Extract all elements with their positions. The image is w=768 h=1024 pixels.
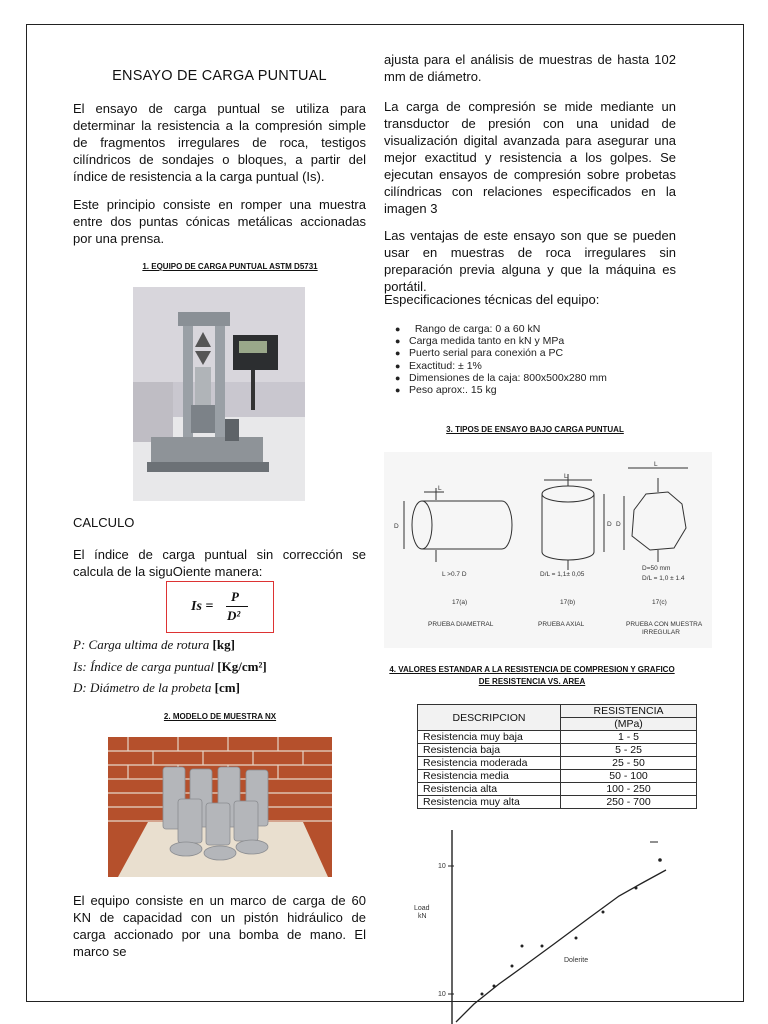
axial-condition: D/L = 1,1± 0,05 [540, 571, 585, 578]
row-value: 5 - 25 [561, 744, 697, 757]
diametral-test-name: PRUEBA DIAMETRAL [428, 621, 494, 628]
spec-item [395, 360, 695, 372]
figure-4-caption-1: 4. VALORES ESTANDAR A LA RESISTENCIA DE COMPRESION Y GRAFICO [389, 665, 675, 674]
series-label: Dolerite [564, 957, 589, 964]
advantages-paragraph: Las ventajas de este ensayo son que se pueden usar en muestras de roca irregulares sin preparación previa alguna y que la máquina es portátil. [384, 228, 676, 294]
table-row [418, 770, 697, 783]
data-point [521, 945, 524, 948]
header-resistance: RESISTENCIA [561, 705, 697, 718]
table-row [418, 744, 697, 757]
continuation-paragraph: ajusta para el análisis de muestras de hasta 102 mm de diámetro. [384, 52, 676, 84]
variable-d [73, 680, 240, 696]
variable-p-unit: [kg] [212, 637, 235, 652]
document-title: ENSAYO DE CARGA PUNTUAL [112, 68, 327, 84]
spec-item-text: Puerto serial para conexión a PC [409, 347, 564, 360]
y-tick-label-top: 10 [438, 863, 446, 870]
row-description: Resistencia muy baja [418, 731, 561, 744]
fraction-bar [226, 606, 248, 607]
load-vs-area-graph [404, 826, 684, 1024]
data-point [602, 911, 605, 914]
variable-d-unit: [cm] [214, 680, 240, 695]
load-measurement-paragraph: La carga de compresión se mide mediante un transductor de presión con una unidad de visualización digital avanzada para asegurar una mejor exactitud y resistencia a los golpes. Se ejecutan ensayos de compresión sobre probetas cilíndricas con relaciones especificados en la imagen 3 [384, 99, 676, 216]
data-point [635, 887, 638, 890]
specifications-list [395, 323, 695, 396]
equipment-paragraph: El equipo consiste en un marco de carga de 60 KN de capacidad con un pistón hidráulico de carga accionado por una bomba de mano. El marco se [73, 893, 366, 959]
data-point [658, 858, 662, 862]
spec-item [395, 372, 695, 384]
bullet-icon: ● [395, 336, 401, 347]
trend-line [456, 870, 666, 1022]
spec-item-text: Dimensiones de la caja: 800x500x280 mm [409, 371, 607, 384]
irregular-condition-1: D=50 mm [642, 565, 671, 572]
diametral-condition: L >0.7 D [442, 571, 467, 578]
figure-3-caption: 3. TIPOS DE ENSAYO BAJO CARGA PUNTUAL [446, 425, 624, 434]
variable-is [73, 659, 267, 675]
header-unit: (MPa) [561, 718, 697, 731]
row-value: 100 - 250 [561, 783, 697, 796]
bullet-icon: ● [395, 385, 401, 396]
figure-4-caption-2: DE RESISTENCIA VS. AREA [478, 677, 586, 686]
variable-p-text: P: Carga ultima de rotura [73, 637, 213, 652]
dimension-label: D [394, 523, 399, 530]
dimension-label: L [564, 473, 568, 480]
calculation-intro: El índice de carga puntual sin corrección se calcula de la siguOiente manera: [73, 547, 366, 579]
axial-test-name: PRUEBA AXIAL [538, 621, 585, 628]
y-axis-label-1: Load [414, 905, 430, 912]
spec-item-text: Exactitud: ± 1% [409, 359, 482, 372]
formula-lhs: Is = [191, 599, 214, 614]
variable-p [73, 637, 235, 653]
point-load-machine-photo [133, 287, 305, 501]
row-description: Resistencia baja [418, 744, 561, 757]
row-value: 50 - 100 [561, 770, 697, 783]
row-value: 1 - 5 [561, 731, 697, 744]
row-value: 25 - 50 [561, 757, 697, 770]
figure-1-caption: 1. EQUIPO DE CARGA PUNTUAL ASTM D5731 [142, 262, 318, 271]
figure-2-caption: 2. MODELO DE MUESTRA NX [163, 712, 277, 721]
data-point [575, 937, 578, 940]
specifications-heading: Especificaciones técnicas del equipo: [384, 292, 600, 307]
table-row [418, 731, 697, 744]
row-description: Resistencia alta [418, 783, 561, 796]
dimension-label: L [654, 461, 658, 468]
data-points [481, 858, 662, 995]
row-description: Resistencia moderada [418, 757, 561, 770]
data-point [511, 965, 514, 968]
formula-numerator: P [231, 589, 239, 604]
intro-paragraph: El ensayo de carga puntual se utiliza para determinar la resistencia a la compresión simple de fragmentos irregulares de roca, testigos cilíndricos de sondajes o bloques, a partir del índice de resistencia a la carga puntual (Is). [73, 101, 366, 184]
variable-is-text: Is: Índice de carga puntual [73, 659, 218, 674]
dimension-label: D [616, 521, 621, 528]
table-row [418, 757, 697, 770]
test-types-diagram [384, 452, 712, 648]
spec-item [395, 347, 695, 359]
row-value: 250 - 700 [561, 796, 697, 809]
spec-item [395, 335, 695, 347]
bullet-icon: ● [395, 372, 401, 383]
data-point [481, 993, 484, 996]
axial-figure-number: 17(b) [560, 599, 576, 606]
row-description: Resistencia media [418, 770, 561, 783]
data-point [493, 985, 496, 988]
spec-item-text: Carga medida tanto en kN y MPa [409, 335, 565, 348]
principle-paragraph: Este principio consiste en romper una muestra entre dos puntas cónicas metálicas accionadas por una prensa. [73, 197, 366, 246]
y-tick-label-bottom: 10 [438, 991, 446, 998]
bullet-icon: ● [395, 360, 401, 371]
nx-samples-photo [108, 737, 332, 877]
spec-item [395, 384, 695, 396]
irregular-test-name-1: PRUEBA CON MUESTRA [626, 621, 703, 628]
formula-denominator: D² [227, 608, 241, 623]
irregular-test-name-2: IRREGULAR [642, 629, 680, 636]
data-point [541, 945, 544, 948]
calculo-heading: CALCULO [73, 515, 135, 530]
dimension-label: D [607, 521, 612, 528]
row-description: Resistencia muy alta [418, 796, 561, 809]
spec-item [395, 323, 695, 335]
spec-item-text: Peso aprox:. 15 kg [409, 384, 497, 397]
dimension-label: L [438, 485, 442, 492]
diametral-figure-number: 17(a) [452, 599, 468, 606]
table-row [418, 796, 697, 809]
formula-box [166, 581, 274, 633]
resistance-table [417, 704, 697, 809]
bullet-icon: ● [395, 324, 401, 334]
header-description: DESCRIPCION [418, 705, 561, 731]
variable-is-unit: [Kg/cm²] [217, 659, 267, 674]
irregular-condition-2: D/L = 1,0 ± 1.4 [642, 575, 685, 582]
table-header-row [418, 705, 697, 718]
spec-item-text: Rango de carga: 0 a 60 kN [409, 323, 541, 335]
irregular-figure-number: 17(c) [652, 599, 667, 606]
y-axis-label-2: kN [418, 913, 427, 920]
bullet-icon: ● [395, 348, 401, 359]
variable-d-text: D: Diámetro de la probeta [73, 680, 215, 695]
table-row [418, 783, 697, 796]
